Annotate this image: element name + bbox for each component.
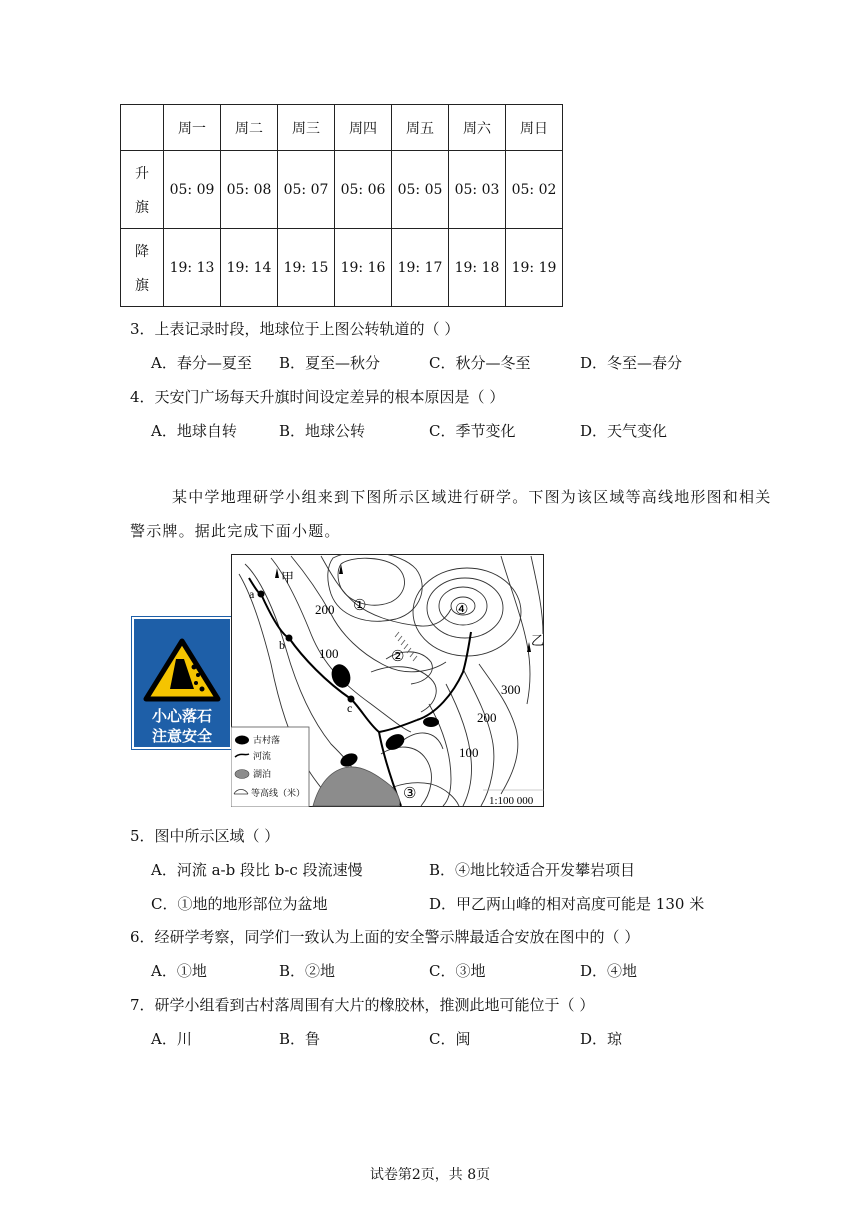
contour-300-label: 300 [501,682,521,697]
option-d[interactable]: D．④地 [580,962,638,980]
row-label: 升 旗 [121,151,164,229]
table-cell: 05: 09 [164,151,221,229]
passage-line-2: 警示牌。据此完成下面小题。 [130,522,341,540]
table-cell: 19: 14 [221,229,278,307]
sign-text-2: 注意安全 [151,727,212,745]
falling-rock-warning-sign [132,617,232,749]
peak-yi-label: 乙 [531,633,544,648]
option-a[interactable]: A．①地 [151,962,207,980]
question-7-stem: 7．研学小组看到古村落周围有大片的橡胶林，推测此地可能位于（ ） [130,996,595,1014]
option-d[interactable]: D．琼 [580,1030,623,1048]
option-b[interactable]: B．夏至—秋分 [279,354,381,372]
option-b[interactable]: B．地球公转 [279,422,366,440]
point-c-label: c [347,701,353,715]
option-c[interactable]: C．秋分—冬至 [429,354,531,372]
legend-lake: 湖泊 [253,769,272,779]
table-cell: 05: 08 [221,151,278,229]
question-3-stem: 3．上表记录时段，地球位于上图公转轨道的（ ） [130,320,460,338]
legend-river: 河流 [253,751,272,761]
table-cell: 19: 13 [164,229,221,307]
table-header-cell [121,105,164,151]
table-row [121,229,563,307]
table-cell: 05: 02 [506,151,563,229]
option-b[interactable]: B．④地比较适合开发攀岩项目 [429,861,636,879]
map-scale: 1:100 000 [489,795,534,807]
option-b[interactable]: B．鲁 [279,1030,321,1048]
page-footer: 试卷第2页，共 8页 [369,1167,491,1183]
point-b-label: b [279,638,285,652]
area-4-label: ④ [455,602,469,618]
contour-200-right-label: 200 [477,710,497,725]
table-cell: 05: 07 [278,151,335,229]
option-a[interactable]: A．春分—夏至 [151,354,252,372]
question-6-stem: 6．经研学考察，同学们一致认为上面的安全警示牌最适合安放在图中的（ ） [130,928,640,946]
area-3-label: ③ [403,786,417,802]
table-cell: 05: 05 [392,151,449,229]
passage-line-1: 某中学地理研学小组来到下图所示区域进行研学。下图为该区域等高线地形图和相关 [172,488,772,506]
legend-village: 古村落 [253,735,281,745]
table-cell: 05: 06 [335,151,392,229]
option-b[interactable]: B．②地 [279,962,336,980]
sign-text-1: 小心落石 [151,707,212,725]
option-c[interactable]: C．①地的地形部位为盆地 [151,895,328,913]
contour-map [231,554,544,807]
option-c[interactable]: C．③地 [429,962,486,980]
table-header-cell: 周三 [278,105,335,151]
area-1-label: ① [353,598,367,614]
option-d[interactable]: D．甲乙两山峰的相对高度可能是 130 米 [429,895,705,913]
option-a[interactable]: A．河流 a-b 段比 b-c 段流速慢 [151,861,363,879]
table-header-cell: 周日 [506,105,563,151]
table-header-cell: 周二 [221,105,278,151]
option-a[interactable]: A．地球自转 [151,422,237,440]
table-cell: 19: 19 [506,229,563,307]
table-cell: 19: 17 [392,229,449,307]
table-header-cell: 周一 [164,105,221,151]
legend-contour: 等高线（米） [251,788,306,798]
flag-time-table [120,104,563,307]
table-header-cell: 周五 [392,105,449,151]
row-label: 降 旗 [121,229,164,307]
table-header-cell: 周四 [335,105,392,151]
question-4-stem: 4．天安门广场每天升旗时间设定差异的根本原因是（ ） [130,388,505,406]
table-cell: 19: 18 [449,229,506,307]
option-c[interactable]: C．季节变化 [429,422,516,440]
question-5-stem: 5．图中所示区域（ ） [130,827,280,845]
table-cell: 19: 15 [278,229,335,307]
table-row [121,151,563,229]
area-2-label: ② [391,649,405,665]
peak-jia-label: 甲 [281,570,295,585]
option-d[interactable]: D．天气变化 [580,422,668,440]
table-cell: 19: 16 [335,229,392,307]
option-d[interactable]: D．冬至—春分 [580,354,683,372]
contour-100-bottom-label: 100 [459,745,479,760]
contour-100-label: 100 [319,646,339,661]
contour-200-label: 200 [315,602,335,617]
table-cell: 05: 03 [449,151,506,229]
option-c[interactable]: C．闽 [429,1030,471,1048]
option-a[interactable]: A．川 [151,1030,192,1048]
table-header-cell: 周六 [449,105,506,151]
point-a-label: a [249,587,255,601]
